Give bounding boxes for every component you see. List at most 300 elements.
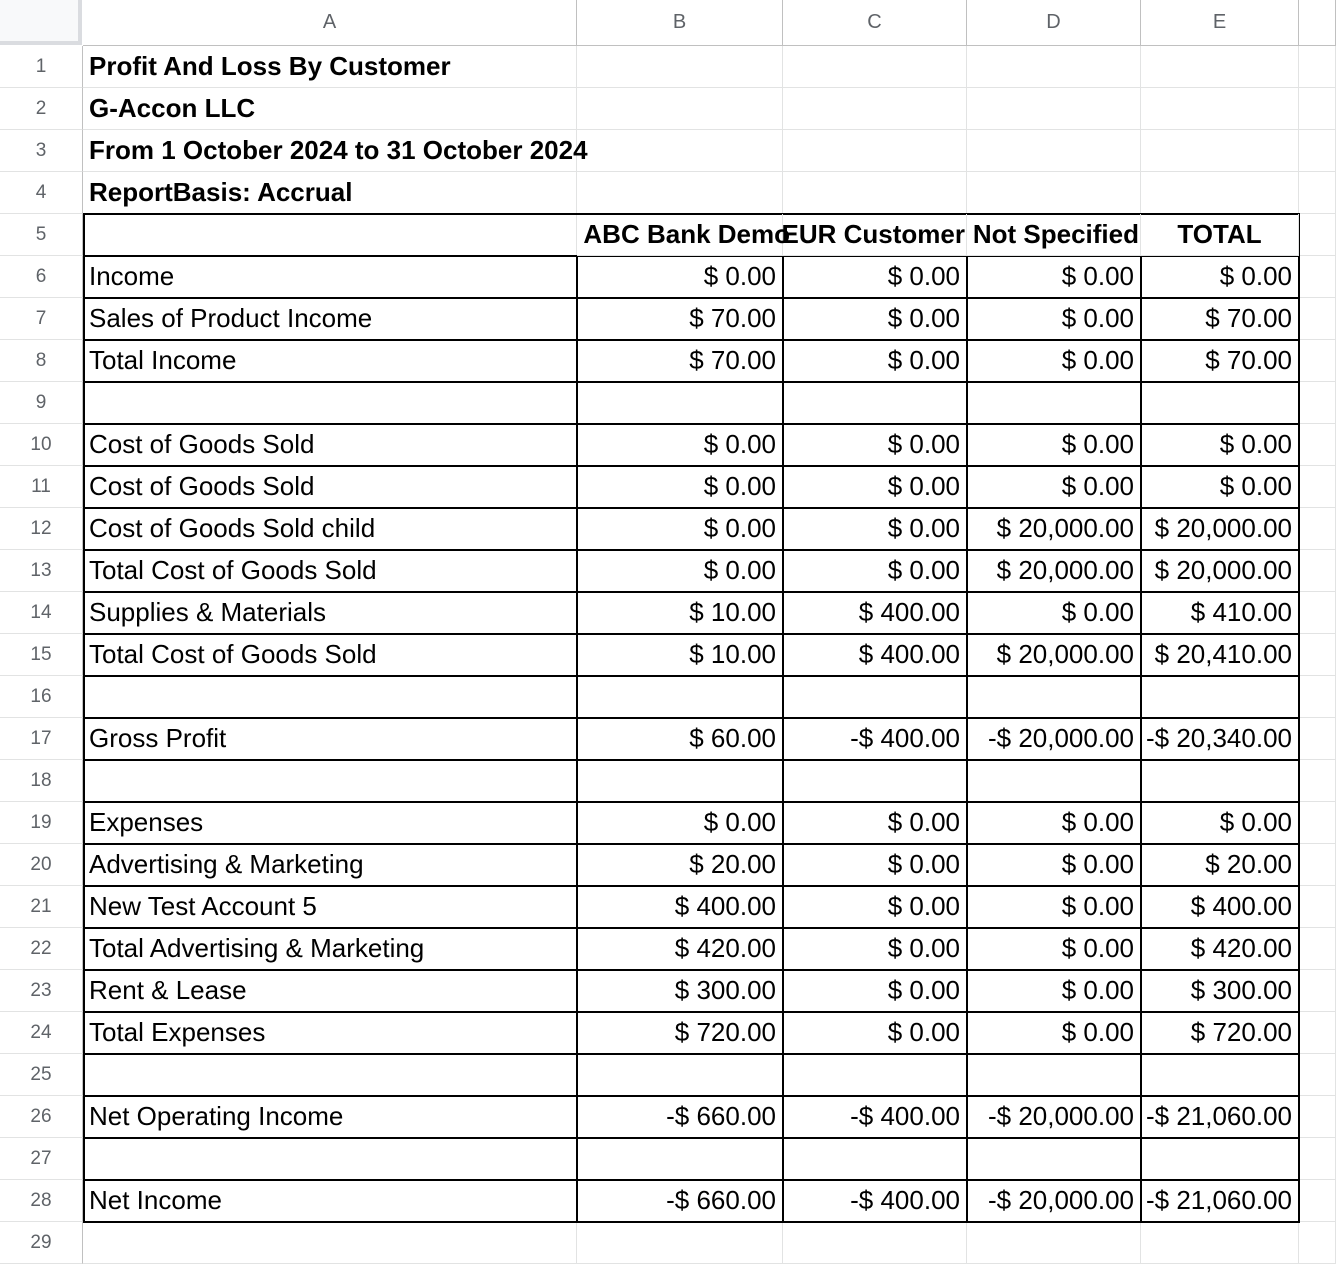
cell-value: $ 0.00 [1219, 807, 1292, 837]
cell-extra-22[interactable] [1299, 928, 1336, 970]
cell-b9[interactable] [577, 382, 783, 424]
cell-a17[interactable] [83, 718, 577, 760]
cell-c3[interactable] [783, 130, 967, 172]
cell-e15[interactable] [1141, 634, 1299, 676]
cell-value: $ 0.00 [1219, 261, 1292, 291]
cell-extra-16[interactable] [1299, 676, 1336, 718]
cell-extra-28[interactable] [1299, 1180, 1336, 1222]
cell-value: $ 70.00 [1205, 303, 1292, 333]
cell-c25[interactable] [783, 1054, 967, 1096]
cell-c5[interactable] [783, 214, 967, 256]
cell-value: $ 0.00 [887, 975, 960, 1005]
cell-d13[interactable] [967, 550, 1141, 592]
cell-extra-2[interactable] [1299, 88, 1336, 130]
cell-c22[interactable] [783, 928, 967, 970]
cell-a23[interactable] [83, 970, 577, 1012]
cell-b16[interactable] [577, 676, 783, 718]
cell-value: $ 0.00 [887, 303, 960, 333]
row-header[interactable]: 19 [0, 802, 83, 844]
cell-a20[interactable] [83, 844, 577, 886]
cell-value: TOTAL [1177, 219, 1262, 249]
table-border-h [83, 549, 1300, 551]
cell-d11[interactable] [967, 466, 1141, 508]
cell-d28[interactable] [967, 1180, 1141, 1222]
cell-e24[interactable] [1141, 1012, 1299, 1054]
row-header[interactable]: 28 [0, 1180, 83, 1222]
cell-c7[interactable] [783, 298, 967, 340]
cell-e7[interactable] [1141, 298, 1299, 340]
cell-extra-6[interactable] [1299, 256, 1336, 298]
cell-d8[interactable] [967, 340, 1141, 382]
cell-a11[interactable] [83, 466, 577, 508]
cell-d1[interactable] [967, 46, 1141, 88]
cell-value: From 1 October 2024 to 31 October 2024 [89, 135, 588, 165]
cell-a19[interactable] [83, 802, 577, 844]
cell-value: -$ 660.00 [666, 1101, 776, 1131]
cell-e12[interactable] [1141, 508, 1299, 550]
cell-c4[interactable] [783, 172, 967, 214]
table-border-h [83, 927, 1300, 929]
cell-extra-25[interactable] [1299, 1054, 1336, 1096]
table-border-h [83, 717, 1300, 719]
cell-value: $ 0.00 [703, 429, 776, 459]
cell-d23[interactable] [967, 970, 1141, 1012]
cell-b26[interactable] [577, 1096, 783, 1138]
cell-value: ReportBasis: Accrual [89, 177, 353, 207]
cell-value: Total Income [89, 345, 237, 375]
cell-e26[interactable] [1141, 1096, 1299, 1138]
cell-value: EUR Customer [781, 219, 965, 249]
cell-value: $ 70.00 [689, 303, 776, 333]
cell-e20[interactable] [1141, 844, 1299, 886]
table-border-h [83, 759, 1300, 761]
cell-value: G-Accon LLC [89, 93, 256, 123]
cell-value: Rent & Lease [89, 975, 247, 1005]
cell-e9[interactable] [1141, 382, 1299, 424]
cell-value: -$ 21,060.00 [1145, 1101, 1292, 1131]
row-header[interactable]: 14 [0, 592, 83, 634]
cell-value: $ 0.00 [703, 471, 776, 501]
cell-value: $ 20.00 [689, 849, 776, 879]
cell-d3[interactable] [967, 130, 1141, 172]
cell-value: $ 0.00 [887, 1017, 960, 1047]
cell-value: $ 420.00 [1190, 933, 1292, 963]
cell-value: Total Expenses [89, 1017, 266, 1047]
cell-value: ABC Bank Demo [583, 219, 790, 249]
cell-value: $ 20,000.00 [1154, 555, 1292, 585]
cell-a7[interactable] [83, 298, 577, 340]
cell-extra-8[interactable] [1299, 340, 1336, 382]
cell-c11[interactable] [783, 466, 967, 508]
cell-b12[interactable] [577, 508, 783, 550]
cell-value: $ 0.00 [887, 513, 960, 543]
row-header[interactable]: 1 [0, 46, 83, 88]
cell-extra-20[interactable] [1299, 844, 1336, 886]
row-header[interactable]: 8 [0, 340, 83, 382]
cell-d2[interactable] [967, 88, 1141, 130]
row-header[interactable]: 6 [0, 256, 83, 298]
cell-b19[interactable] [577, 802, 783, 844]
row-header[interactable]: 2 [0, 88, 83, 130]
row-header[interactable]: 9 [0, 382, 83, 424]
row-header[interactable]: 27 [0, 1138, 83, 1180]
cell-extra-14[interactable] [1299, 592, 1336, 634]
cell-b5[interactable] [577, 214, 790, 256]
cell-b14[interactable] [577, 592, 783, 634]
cell-value: $ 0.00 [887, 891, 960, 921]
cell-extra-3[interactable] [1299, 130, 1336, 172]
cell-value: $ 0.00 [887, 933, 960, 963]
cell-a22[interactable] [83, 928, 577, 970]
cell-d21[interactable] [967, 886, 1141, 928]
cell-extra-12[interactable] [1299, 508, 1336, 550]
table-border-h [83, 1095, 1300, 1097]
cell-extra-26[interactable] [1299, 1096, 1336, 1138]
cell-value: Net Income [89, 1185, 222, 1215]
cell-a15[interactable] [83, 634, 577, 676]
cell-value: -$ 400.00 [850, 1185, 960, 1215]
column-header-b[interactable]: B [577, 0, 783, 46]
table-border-h [83, 675, 1300, 677]
cell-c18[interactable] [783, 760, 967, 802]
table-border-h [83, 1053, 1300, 1055]
cell-value: $ 10.00 [689, 639, 776, 669]
cell-value: Total Advertising & Marketing [89, 933, 425, 963]
row-header[interactable]: 17 [0, 718, 83, 760]
table-border-h [83, 339, 1300, 341]
cell-value: $ 0.00 [1061, 429, 1134, 459]
cell-d20[interactable] [967, 844, 1141, 886]
cell-value: -$ 20,000.00 [987, 1101, 1134, 1131]
cell-e28[interactable] [1141, 1180, 1299, 1222]
cell-d15[interactable] [967, 634, 1141, 676]
table-border-v [1298, 213, 1300, 1223]
cell-a6[interactable] [83, 256, 577, 298]
cell-d27[interactable] [967, 1138, 1141, 1180]
row-header[interactable]: 29 [0, 1222, 83, 1264]
cell-value: -$ 20,340.00 [1145, 723, 1292, 753]
cell-value: Sales of Product Income [89, 303, 373, 333]
cell-value: Supplies & Materials [89, 597, 326, 627]
cell-b6[interactable] [577, 256, 783, 298]
cell-value: $ 70.00 [1205, 345, 1292, 375]
cell-d9[interactable] [967, 382, 1141, 424]
row-header[interactable]: 3 [0, 130, 83, 172]
cell-value: -$ 21,060.00 [1145, 1185, 1292, 1215]
cell-e8[interactable] [1141, 340, 1299, 382]
cell-a9[interactable] [83, 382, 577, 424]
cell-a25[interactable] [83, 1054, 577, 1096]
cell-d5[interactable] [967, 214, 1141, 256]
cell-d7[interactable] [967, 298, 1141, 340]
cell-extra-21[interactable] [1299, 886, 1336, 928]
cell-b13[interactable] [577, 550, 783, 592]
cell-value: $ 0.00 [887, 429, 960, 459]
cell-extra-5[interactable] [1299, 214, 1336, 256]
row-header[interactable]: 20 [0, 844, 83, 886]
cell-e11[interactable] [1141, 466, 1299, 508]
cell-value: $ 0.00 [703, 807, 776, 837]
cell-a2[interactable] [83, 88, 577, 130]
cell-b28[interactable] [577, 1180, 783, 1222]
row-header[interactable]: 25 [0, 1054, 83, 1096]
cell-value: $ 400.00 [1190, 891, 1292, 921]
cell-c1[interactable] [783, 46, 967, 88]
cell-value: Cost of Goods Sold [89, 429, 315, 459]
cell-value: Total Cost of Goods Sold [89, 555, 377, 585]
cell-value: -$ 660.00 [666, 1185, 776, 1215]
cell-e3[interactable] [1141, 130, 1299, 172]
cell-a29[interactable] [83, 1222, 577, 1264]
cell-value: $ 20,000.00 [996, 513, 1134, 543]
cell-e22[interactable] [1141, 928, 1299, 970]
cell-c10[interactable] [783, 424, 967, 466]
cell-extra-13[interactable] [1299, 550, 1336, 592]
cell-value: $ 0.00 [1061, 807, 1134, 837]
cell-extra-11[interactable] [1299, 466, 1336, 508]
cell-c21[interactable] [783, 886, 967, 928]
cell-d14[interactable] [967, 592, 1141, 634]
cell-a5[interactable] [83, 214, 577, 256]
cell-b24[interactable] [577, 1012, 783, 1054]
cell-value: $ 0.00 [887, 807, 960, 837]
row-header[interactable]: 21 [0, 886, 83, 928]
cell-e27[interactable] [1141, 1138, 1299, 1180]
table-border-h [83, 885, 1300, 887]
cell-value: Total Cost of Goods Sold [89, 639, 377, 669]
cell-extra-29[interactable] [1299, 1222, 1336, 1264]
cell-e10[interactable] [1141, 424, 1299, 466]
cell-b29[interactable] [577, 1222, 783, 1264]
cell-a24[interactable] [83, 1012, 577, 1054]
cell-d12[interactable] [967, 508, 1141, 550]
cell-b23[interactable] [577, 970, 783, 1012]
cell-a8[interactable] [83, 340, 577, 382]
cell-c27[interactable] [783, 1138, 967, 1180]
cell-e4[interactable] [1141, 172, 1299, 214]
table-border-v [83, 213, 85, 1223]
table-border-h [83, 381, 1300, 383]
cell-value: $ 10.00 [689, 597, 776, 627]
cell-a28[interactable] [83, 1180, 577, 1222]
cell-extra-15[interactable] [1299, 634, 1336, 676]
cell-c29[interactable] [783, 1222, 967, 1264]
cell-d29[interactable] [967, 1222, 1141, 1264]
column-header-extra[interactable] [1299, 0, 1336, 46]
cell-value: $ 0.00 [703, 261, 776, 291]
cell-b17[interactable] [577, 718, 783, 760]
cell-b3[interactable] [577, 130, 783, 172]
cell-value: Net Operating Income [89, 1101, 344, 1131]
cell-c26[interactable] [783, 1096, 967, 1138]
row-header[interactable]: 5 [0, 214, 83, 256]
row-header[interactable]: 24 [0, 1012, 83, 1054]
cell-extra-9[interactable] [1299, 382, 1336, 424]
table-border-h [83, 423, 1300, 425]
cell-a3[interactable] [83, 130, 588, 172]
column-header-a[interactable]: A [83, 0, 577, 46]
cell-e23[interactable] [1141, 970, 1299, 1012]
row-header[interactable]: 23 [0, 970, 83, 1012]
cell-c14[interactable] [783, 592, 967, 634]
row-header[interactable]: 11 [0, 466, 83, 508]
cell-b10[interactable] [577, 424, 783, 466]
cell-c15[interactable] [783, 634, 967, 676]
cell-value: $ 0.00 [887, 471, 960, 501]
row-header[interactable]: 10 [0, 424, 83, 466]
cell-c17[interactable] [783, 718, 967, 760]
cell-c2[interactable] [783, 88, 967, 130]
cell-b11[interactable] [577, 466, 783, 508]
cell-c28[interactable] [783, 1180, 967, 1222]
cell-d26[interactable] [967, 1096, 1141, 1138]
cell-value: $ 400.00 [858, 597, 960, 627]
cell-a10[interactable] [83, 424, 577, 466]
cell-e1[interactable] [1141, 46, 1299, 88]
cell-extra-18[interactable] [1299, 760, 1336, 802]
cell-extra-17[interactable] [1299, 718, 1336, 760]
cell-b25[interactable] [577, 1054, 783, 1096]
cell-b2[interactable] [577, 88, 783, 130]
cell-extra-10[interactable] [1299, 424, 1336, 466]
cell-extra-19[interactable] [1299, 802, 1336, 844]
cell-a13[interactable] [83, 550, 577, 592]
cell-b4[interactable] [577, 172, 783, 214]
table-border-h [83, 1179, 1300, 1181]
cell-value: $ 0.00 [1061, 933, 1134, 963]
cell-e2[interactable] [1141, 88, 1299, 130]
cell-b27[interactable] [577, 1138, 783, 1180]
row-header[interactable]: 12 [0, 508, 83, 550]
cell-value: $ 400.00 [858, 639, 960, 669]
cell-c20[interactable] [783, 844, 967, 886]
cell-a26[interactable] [83, 1096, 577, 1138]
cell-e29[interactable] [1141, 1222, 1299, 1264]
cell-extra-4[interactable] [1299, 172, 1336, 214]
row-header[interactable]: 4 [0, 172, 83, 214]
column-header-d[interactable]: D [967, 0, 1141, 46]
cell-e16[interactable] [1141, 676, 1299, 718]
cell-c19[interactable] [783, 802, 967, 844]
cell-d22[interactable] [967, 928, 1141, 970]
row-header[interactable]: 7 [0, 298, 83, 340]
cell-b8[interactable] [577, 340, 783, 382]
cell-value: $ 20.00 [1205, 849, 1292, 879]
cell-e21[interactable] [1141, 886, 1299, 928]
cell-e13[interactable] [1141, 550, 1299, 592]
table-border-h [83, 843, 1300, 845]
cell-a1[interactable] [83, 46, 577, 88]
cell-value: Income [89, 261, 175, 291]
cell-e18[interactable] [1141, 760, 1299, 802]
cell-extra-1[interactable] [1299, 46, 1336, 88]
row-header[interactable]: 26 [0, 1096, 83, 1138]
cell-b20[interactable] [577, 844, 783, 886]
cell-d6[interactable] [967, 256, 1141, 298]
cell-a21[interactable] [83, 886, 577, 928]
cell-value: $ 0.00 [1219, 471, 1292, 501]
cell-c24[interactable] [783, 1012, 967, 1054]
cell-e25[interactable] [1141, 1054, 1299, 1096]
cell-d18[interactable] [967, 760, 1141, 802]
table-border-v [782, 255, 784, 1223]
row-header[interactable]: 15 [0, 634, 83, 676]
table-border-h [83, 591, 1300, 593]
cell-value: $ 0.00 [887, 345, 960, 375]
cell-c23[interactable] [783, 970, 967, 1012]
cell-extra-23[interactable] [1299, 970, 1336, 1012]
cell-b15[interactable] [577, 634, 783, 676]
cell-a27[interactable] [83, 1138, 577, 1180]
cell-value: $ 60.00 [689, 723, 776, 753]
row-header[interactable]: 18 [0, 760, 83, 802]
row-header[interactable]: 22 [0, 928, 83, 970]
cell-d16[interactable] [967, 676, 1141, 718]
column-header-c[interactable]: C [783, 0, 967, 46]
cell-c12[interactable] [783, 508, 967, 550]
cell-b21[interactable] [577, 886, 783, 928]
cell-a18[interactable] [83, 760, 577, 802]
cell-c8[interactable] [783, 340, 967, 382]
cell-c9[interactable] [783, 382, 967, 424]
cell-c16[interactable] [783, 676, 967, 718]
cell-value: Gross Profit [89, 723, 227, 753]
cell-b22[interactable] [577, 928, 783, 970]
cell-value: $ 20,000.00 [996, 639, 1134, 669]
cell-d17[interactable] [967, 718, 1141, 760]
cell-c6[interactable] [783, 256, 967, 298]
cell-e14[interactable] [1141, 592, 1299, 634]
table-border-v [1140, 255, 1142, 1223]
cell-value: $ 0.00 [887, 555, 960, 585]
select-all-corner[interactable] [0, 0, 82, 45]
cell-extra-7[interactable] [1299, 298, 1336, 340]
row-header[interactable]: 13 [0, 550, 83, 592]
cell-e19[interactable] [1141, 802, 1299, 844]
cell-value: $ 0.00 [1061, 891, 1134, 921]
cell-d19[interactable] [967, 802, 1141, 844]
cell-value: -$ 400.00 [850, 1101, 960, 1131]
cell-e5[interactable] [1141, 214, 1299, 256]
cell-d4[interactable] [967, 172, 1141, 214]
cell-value: $ 400.00 [674, 891, 776, 921]
cell-e17[interactable] [1141, 718, 1299, 760]
row-header[interactable]: 16 [0, 676, 83, 718]
cell-value: $ 20,000.00 [1154, 513, 1292, 543]
cell-d10[interactable] [967, 424, 1141, 466]
cell-b7[interactable] [577, 298, 783, 340]
cell-b18[interactable] [577, 760, 783, 802]
table-border-h [83, 633, 1300, 635]
table-border-h [83, 1221, 1300, 1223]
cell-e6[interactable] [1141, 256, 1299, 298]
cell-value: $ 0.00 [1061, 975, 1134, 1005]
cell-a16[interactable] [83, 676, 577, 718]
cell-value: $ 410.00 [1190, 597, 1292, 627]
cell-extra-24[interactable] [1299, 1012, 1336, 1054]
cell-d24[interactable] [967, 1012, 1141, 1054]
cell-d25[interactable] [967, 1054, 1141, 1096]
table-border-h [83, 1137, 1300, 1139]
cell-a4[interactable] [83, 172, 577, 214]
cell-a12[interactable] [83, 508, 577, 550]
cell-c13[interactable] [783, 550, 967, 592]
cell-value: $ 0.00 [1061, 471, 1134, 501]
cell-a14[interactable] [83, 592, 577, 634]
cell-b1[interactable] [577, 46, 783, 88]
cell-extra-27[interactable] [1299, 1138, 1336, 1180]
column-header-e[interactable]: E [1141, 0, 1299, 46]
